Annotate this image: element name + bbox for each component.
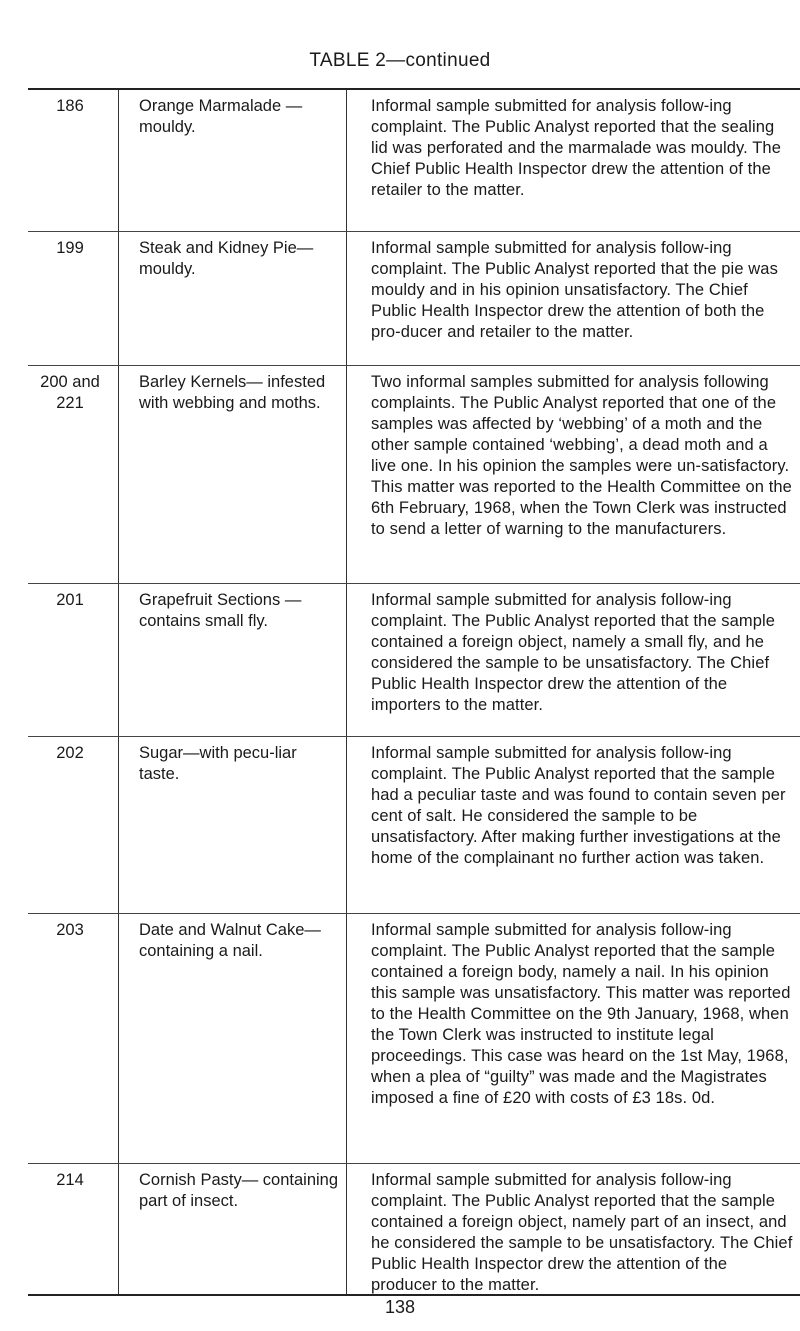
samples-table bbox=[28, 88, 800, 1296]
article-description: Date and Walnut Cake—containing a nail. bbox=[119, 914, 347, 1163]
article-description: Steak and Kidney Pie—mouldy. bbox=[119, 232, 347, 365]
sample-number: 200 and 221 bbox=[28, 366, 119, 583]
article-description: Grapefruit Sections —contains small fly. bbox=[119, 584, 347, 736]
article-description: Barley Kernels— infested with webbing and moths. bbox=[119, 366, 347, 583]
sample-number: 199 bbox=[28, 232, 119, 365]
table-row bbox=[28, 914, 800, 1164]
remarks-text: Informal sample submitted for analysis follow-ing complaint. The Public Analyst reported that the pie was mouldy and in his opinion unsatisfactory. The Chief Public Health Inspector drew the attention of both the pro-ducer and retailer to the matter. bbox=[371, 239, 778, 341]
table-row bbox=[28, 366, 800, 584]
article-description: Sugar—with pecu-liar taste. bbox=[119, 737, 347, 913]
article-description: Orange Marmalade —mouldy. bbox=[119, 90, 347, 231]
page-number: 138 bbox=[384, 1297, 416, 1317]
sample-number: 203 bbox=[28, 914, 119, 1163]
remarks-text: Informal sample submitted for analysis follow-ing complaint. The Public Analyst reported that the sample contained a foreign body, namely a nail. In his opinion this sample was unsatisfactory. This matter was reported to the Health Committee on the 9th January, 1968, when the Town Clerk was instructed to institute legal proceedings. This case was heard on the 1st May, 1968, when a plea of “guilty” was made and the Magistrates imposed a fine of £20 with costs of £3 18s. 0d. bbox=[371, 921, 791, 1107]
table-row bbox=[28, 737, 800, 914]
page-title: TABLE 2—continued bbox=[309, 50, 491, 71]
table-row bbox=[28, 584, 800, 737]
sample-number: 186 bbox=[28, 90, 119, 231]
remarks-text: Two informal samples submitted for analysis following complaints. The Public Analyst reported that one of the samples was affected by ‘webbing’ of a moth and the other sample contained ‘webbing’, a dead moth and a live one. In his opinion the samples were un-satisfactory. This matter was reported to the Health Committee on the 6th February, 1968, when the Town Clerk was instructed to send a letter of warning to the manufacturers. bbox=[371, 373, 792, 538]
remarks-text: Informal sample submitted for analysis follow-ing complaint. The Public Analyst reported that the sample had a peculiar taste and was found to contain seven per cent of salt. He considered the sample to be unsatisfactory. After making further investigations at the home of the complainant no further action was taken. bbox=[371, 744, 786, 867]
remarks-text: Informal sample submitted for analysis follow-ing complaint. The Public Analyst reported that the sample contained a foreign object, namely part of an insect, and he considered the sample to be unsatisfactory. The Chief Public Health Inspector drew the attention of the producer to the matter. bbox=[371, 1171, 793, 1294]
table-row bbox=[28, 1164, 800, 1296]
article-description: Cornish Pasty— containing part of insect. bbox=[119, 1164, 347, 1294]
sample-number: 201 bbox=[28, 584, 119, 736]
remarks-text: Informal sample submitted for analysis follow-ing complaint. The Public Analyst reported that the sealing lid was perforated and the marmalade was mouldy. The Chief Public Health Inspector drew the attention of the retailer to the matter. bbox=[371, 97, 781, 199]
table-row bbox=[28, 90, 800, 232]
remarks-text: Informal sample submitted for analysis follow-ing complaint. The Public Analyst reported that the sample contained a foreign object, namely a small fly, and he considered the sample to be unsatisfactory. The Chief Public Health Inspector drew the attention of the importers to the matter. bbox=[371, 591, 776, 714]
table-row bbox=[28, 232, 800, 366]
sample-number: 214 bbox=[28, 1164, 119, 1294]
sample-number: 202 bbox=[28, 737, 119, 913]
